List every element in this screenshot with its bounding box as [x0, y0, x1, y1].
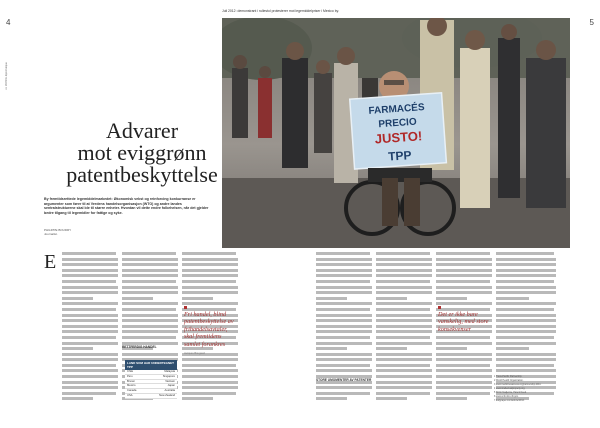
- text-line: [436, 302, 492, 305]
- text-line: [376, 319, 432, 322]
- text-line: [62, 280, 116, 283]
- text-line: [316, 364, 370, 367]
- text-line: [122, 297, 153, 300]
- text-line: [122, 252, 176, 255]
- text-line: [182, 286, 238, 289]
- lead-photo: [222, 18, 570, 248]
- fact-box-cell: USA: [127, 393, 133, 397]
- text-line: [122, 263, 178, 266]
- text-line: [316, 330, 372, 333]
- article-ingress: By fremtidsrettede legemiddelmarkedet: Økonomisk vekst og reinforcing konkurranse er argumenter som fører til at Verdens handelsorganisasjon (WTO) og andre landes sentralstrukturene skal ble til større enheter. Hvordan vil dette endre folkehelsen, når det gjelder bedre tilgang til legemidler for fattige og syke.: [44, 197, 209, 215]
- text-line: [376, 353, 432, 356]
- byline-role: Journalist.: [44, 232, 58, 236]
- text-line: [62, 286, 118, 289]
- text-line: [182, 369, 238, 372]
- text-line: [182, 263, 238, 266]
- text-line: [316, 386, 372, 389]
- text-line: [122, 274, 178, 277]
- text-line: [496, 330, 556, 333]
- footnote: 6 www.ncbi.nlm.nih.gov.: [494, 396, 519, 398]
- text-line: [376, 297, 407, 300]
- text-line: [436, 336, 490, 339]
- text-line: [376, 397, 407, 400]
- fact-box-cell: Japan: [167, 384, 175, 388]
- text-line: [62, 369, 118, 372]
- text-line: [316, 286, 372, 289]
- text-line: [182, 358, 238, 361]
- text-line: [376, 314, 432, 317]
- text-line: [62, 330, 118, 333]
- text-line: [436, 386, 492, 389]
- text-line: [436, 269, 492, 272]
- text-line: [376, 258, 432, 261]
- text-line: [182, 252, 236, 255]
- text-line: [376, 274, 432, 277]
- text-line: [436, 375, 492, 378]
- text-line: [436, 369, 492, 372]
- photo-caption: Juli 2012: demonstrant i rullestol protesterer mot legemiddelpriser i Mexico by.: [222, 9, 339, 13]
- text-line: [376, 381, 432, 384]
- text-line: [62, 381, 118, 384]
- text-line: [316, 258, 372, 261]
- footnotes: [494, 376, 560, 404]
- text-line: [436, 286, 492, 289]
- text-line: [496, 314, 556, 317]
- fact-box-cell: Malaysia: [164, 370, 175, 373]
- text-line: [122, 302, 178, 305]
- footnote: 5 Shirin Nadjemie, Patent Deed.: [494, 392, 527, 394]
- fact-box-cell: Australia: [164, 389, 175, 393]
- text-line: [182, 297, 213, 300]
- text-line: [182, 386, 238, 389]
- text-line: [496, 336, 554, 339]
- text-line: [182, 397, 213, 400]
- text-line: [376, 269, 432, 272]
- sign-line-4: TPP: [387, 148, 412, 164]
- pull-quote-1-text: Fri handel, blind patentbeskyttelse av frihandelsavtaler, skal fremtidens samlet forankres: [184, 311, 234, 348]
- text-line: [496, 358, 556, 361]
- text-line: [496, 302, 556, 305]
- text-line: [496, 258, 556, 261]
- text-line: [436, 263, 492, 266]
- text-line: [122, 258, 178, 261]
- text-line: [62, 358, 118, 361]
- text-line: [122, 319, 178, 322]
- text-line: [62, 274, 118, 277]
- text-line: [376, 386, 432, 389]
- sign-line-1: FARMACÉS: [368, 102, 425, 117]
- text-line: [122, 325, 178, 328]
- text-line: [316, 314, 372, 317]
- text-line: [316, 302, 372, 305]
- text-line: [376, 280, 430, 283]
- footnote: 2 World Health Organization.: [494, 380, 524, 382]
- quote-marker: [184, 306, 187, 309]
- text-line: [496, 291, 556, 294]
- text-line: [62, 314, 118, 317]
- headline-line-1: Advarer: [105, 118, 179, 143]
- text-line: [316, 336, 370, 339]
- text-line: [62, 263, 118, 266]
- text-line: [62, 325, 118, 328]
- text-line: [376, 336, 430, 339]
- text-line: [376, 358, 432, 361]
- text-line: [182, 375, 238, 378]
- text-line: [182, 274, 238, 277]
- text-line: [316, 369, 372, 372]
- text-line: [62, 386, 118, 389]
- text-line: [316, 319, 372, 322]
- text-line: [436, 381, 492, 384]
- text-line: [122, 269, 178, 272]
- byline-name: PHILIPPE BOUDRY: [44, 228, 72, 232]
- text-line: [436, 291, 492, 294]
- text-line: [316, 358, 372, 361]
- text-line: [182, 258, 238, 261]
- text-line: [376, 375, 432, 378]
- text-line: [376, 252, 430, 255]
- fact-box-cell: New Zealand: [159, 393, 175, 397]
- text-line: [496, 297, 529, 300]
- fact-box-cell: Brunei: [127, 379, 135, 383]
- headline-line-3: patentbeskyttelse: [66, 162, 218, 187]
- text-line: [316, 291, 372, 294]
- text-line: [376, 369, 432, 372]
- text-line: [316, 347, 347, 350]
- text-line: [496, 280, 554, 283]
- text-line: [316, 297, 347, 300]
- sign-line-3: JUSTO!: [374, 128, 423, 147]
- text-line: [316, 274, 372, 277]
- text-line: [496, 274, 556, 277]
- text-line: [182, 302, 238, 305]
- text-line: [436, 392, 490, 395]
- text-line: [62, 297, 93, 300]
- fact-box: [125, 360, 177, 399]
- text-line: [496, 364, 554, 367]
- sign-line-2: PRECIO: [378, 116, 418, 131]
- running-head-left: LE MONDE diplomatique: [5, 62, 8, 90]
- fact-box-title: LAND SOM HAR UNDERTEGNET TPP: [125, 360, 177, 370]
- text-line: [316, 269, 372, 272]
- text-line: [62, 269, 118, 272]
- text-line: [316, 325, 372, 328]
- text-line: [376, 308, 430, 311]
- text-line: [122, 291, 178, 294]
- text-line: [376, 286, 432, 289]
- text-line: [62, 364, 116, 367]
- text-line: [62, 319, 118, 322]
- text-line: [496, 286, 556, 289]
- text-line: [122, 336, 176, 339]
- footnote: 1 Trans-Pacific Partnership.: [494, 376, 523, 378]
- footnote: 3 www.medicinesaccess.org/partnership-2011.: [494, 384, 542, 386]
- text-line: [376, 325, 432, 328]
- text-line: [62, 392, 116, 395]
- text-line: [122, 286, 178, 289]
- text-line: [316, 263, 372, 266]
- fact-box-cell: Singapore: [162, 374, 175, 378]
- pull-quote-1-source: Jacques Bougaud: [184, 352, 205, 356]
- text-line: [496, 319, 556, 322]
- text-line: [62, 375, 118, 378]
- page-number-left: 4: [6, 18, 11, 27]
- text-line: [316, 397, 347, 400]
- quote-marker: [438, 306, 441, 309]
- headline-line-2: mot eviggrønn: [77, 140, 207, 165]
- text-line: [376, 302, 432, 305]
- text-line: [376, 392, 430, 395]
- text-line: [436, 274, 492, 277]
- footnote: 4 www.intellectualproperty.org.: [494, 388, 526, 390]
- fact-box-cell: Peru: [127, 374, 133, 378]
- text-line: [436, 280, 490, 283]
- text-line: [496, 269, 556, 272]
- text-line: [376, 364, 430, 367]
- fact-box-cell: Canada: [127, 389, 137, 393]
- text-line: [376, 291, 432, 294]
- text-line: [376, 330, 432, 333]
- text-line: [182, 381, 238, 384]
- text-line: [62, 397, 93, 400]
- text-line: [62, 353, 118, 356]
- text-line: [316, 280, 370, 283]
- text-column: [376, 252, 432, 402]
- text-line: [62, 336, 116, 339]
- text-line: [182, 291, 238, 294]
- text-line: [122, 314, 178, 317]
- pull-quote-2: [438, 306, 490, 333]
- text-line: [436, 258, 492, 261]
- text-line: [62, 347, 93, 350]
- text-line: [62, 291, 118, 294]
- text-line: [496, 252, 554, 255]
- subhead-1: RETTFERDIG HANDEL: [122, 345, 157, 349]
- text-line: [122, 280, 176, 283]
- text-line: [182, 280, 236, 283]
- article-headline: [52, 120, 232, 186]
- protest-sign: [350, 93, 447, 169]
- text-line: [62, 258, 118, 261]
- pull-quote-2-text: Det er ikke bare vanskelig, med store konsekvenser: [438, 311, 489, 333]
- text-line: [182, 392, 236, 395]
- footnote: 7 dailypaper.com/article/2012.: [494, 400, 525, 402]
- text-line: [496, 342, 556, 345]
- text-line: [496, 263, 556, 266]
- text-line: [316, 342, 372, 345]
- text-line: [122, 330, 178, 333]
- page-number-right: 5: [589, 18, 594, 27]
- article-byline: [44, 228, 214, 236]
- text-line: [436, 342, 492, 345]
- text-line: [316, 392, 370, 395]
- text-line: [316, 353, 372, 356]
- text-line: [436, 397, 467, 400]
- drop-cap: E: [44, 251, 57, 273]
- text-line: [436, 252, 490, 255]
- text-line: [122, 353, 178, 356]
- text-line: [496, 347, 529, 350]
- text-line: [62, 308, 116, 311]
- pull-quote-1: [184, 306, 236, 357]
- text-line: [436, 353, 492, 356]
- text-line: [436, 364, 490, 367]
- text-line: [496, 369, 556, 372]
- text-line: [62, 342, 118, 345]
- text-line: [316, 252, 370, 255]
- fact-box-cell: Chile: [127, 370, 134, 373]
- subhead-2: STORE UMOMENTER AV PATENTER: [316, 378, 372, 382]
- protest-photo-illustration: [222, 18, 570, 248]
- text-line: [376, 342, 432, 345]
- text-line: [496, 353, 556, 356]
- text-line: [436, 297, 467, 300]
- fact-box-cell: Mexico: [127, 384, 136, 388]
- text-line: [376, 263, 432, 266]
- text-line: [122, 308, 176, 311]
- text-line: [62, 302, 118, 305]
- text-line: [182, 269, 238, 272]
- text-line: [62, 252, 116, 255]
- text-line: [182, 364, 236, 367]
- text-line: [316, 308, 370, 311]
- text-line: [496, 308, 554, 311]
- text-line: [436, 358, 492, 361]
- text-line: [376, 347, 407, 350]
- text-line: [496, 325, 556, 328]
- fact-box-cell: Vietnam: [165, 379, 175, 383]
- text-line: [436, 347, 467, 350]
- text-column: [62, 252, 118, 402]
- fact-box-row: [125, 394, 177, 399]
